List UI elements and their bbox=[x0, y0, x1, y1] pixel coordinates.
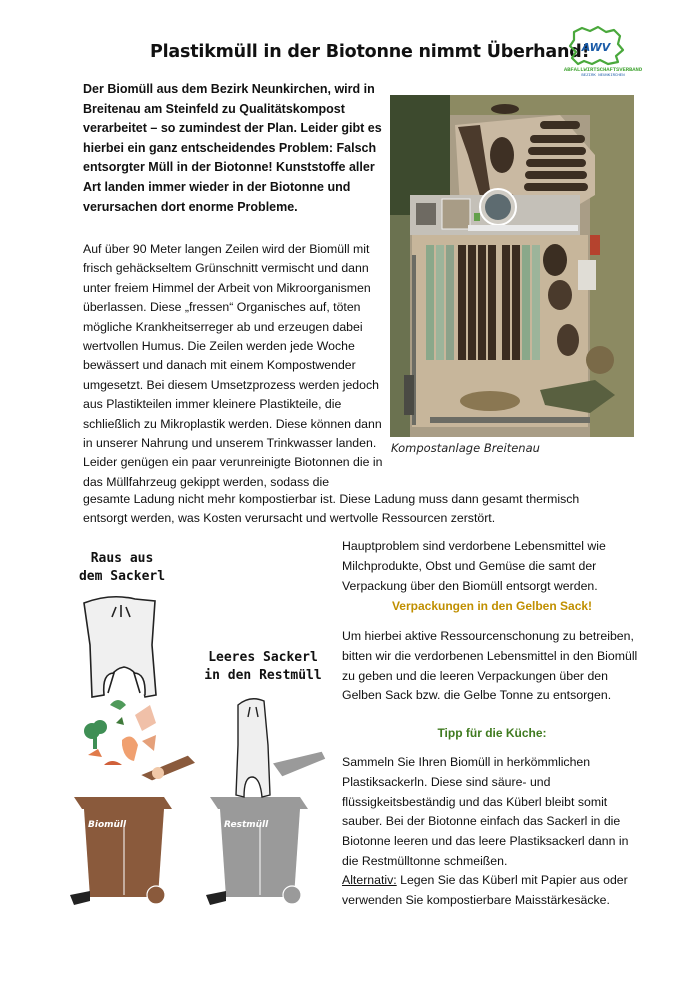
right-paragraph-main-problem: Hauptproblem sind verdorbene Lebensmittel wie Milchprodukte, Obst und Gemüse die samt der Verpackung über den Biomüll entsorgt werden. bbox=[342, 539, 606, 593]
alternativ-label: Alternativ: bbox=[342, 873, 397, 887]
svg-text:AWV: AWV bbox=[581, 41, 611, 54]
page-title: Plastikmüll in der Biotonne nimmt Überhand! bbox=[150, 42, 590, 62]
biomuell-bin-icon bbox=[70, 755, 196, 905]
heading-gelber-sack: Verpackungen in den Gelben Sack! bbox=[391, 599, 593, 613]
right-paragraph-tip: Sammeln Sie Ihren Biomüll in herkömmlichen Plastiksackerln. Diese sind säure- und flüssigkeitsbeständig und das Küberl bleibt somit sauber. Bei der Biotonne einfach das Sackerl in die Biotonne leeren und das leere Plastiksackerl dann in die Restmülltonne schmeißen. bbox=[342, 755, 629, 868]
logo-subtitle: BEZIRK NEUNKIRCHEN bbox=[581, 74, 625, 78]
label-raus-line2: dem Sackerl bbox=[78, 569, 166, 584]
biomuell-label: Biomüll bbox=[88, 820, 127, 830]
label-leeres-line2: in den Restmüll bbox=[204, 668, 322, 683]
aerial-photo-image bbox=[390, 95, 634, 437]
body-paragraph: Auf über 90 Meter langen Zeilen wird der Biomüll mit frisch gehäckseltem Grünschnitt vermischt und dann unter freiem Himmel der Arbeit von Mikroorganismen überlassen. Diese „fressen“ Organisches auf, töten mögliche Krankheitserreger ab und erzeugen dabei wertvollen Humus. Die Zeilen werden jede Woche bewässert und danach mit einem Kompostwender umgesetzt. Bei diesem Umsetzprozess werden jedoch aus Plastikteilen immer kleinere Plastikteile, die schließlich zu Mikroplastik werden. Diese können dann in unserer Nahrung und unserem Trinkwasser landen. Leider genügen ein paar verunreinigte Biotonnen die in das Müllfahrzeug gekippt werden, sodass die bbox=[83, 242, 383, 489]
right-paragraph-resource: Um hierbei aktive Ressourcenschonung zu betreiben, bitten wir die verdorbenen Lebensmittel in den Biomüll zu geben und die leeren Verpackungen über den Gelben Sack bzw. die Gelbe Tonne zu entsorgen. bbox=[342, 629, 638, 703]
empty-bag-icon bbox=[236, 699, 270, 797]
label-leeres-line1: Leeres Sackerl bbox=[208, 650, 318, 665]
awv-logo bbox=[560, 24, 646, 86]
label-raus-line1: Raus aus bbox=[90, 551, 154, 566]
logo-name: ABFALLWIRTSCHAFTSVERBAND bbox=[563, 66, 643, 73]
intro-paragraph: Der Biomüll aus dem Bezirk Neunkirchen, wird in Breitenau am Steinfeld zu Qualitätskompost verarbeitet – so zumindest der Plan. Leider gibt es hierbei ein ganz entscheidendes Problem: Falsch entsorgter Müll in der Biotonne! Kunststoffe aller Art landen immer wieder in der Biotonne und verursachen dort enorme Probleme. bbox=[83, 82, 382, 214]
restmuell-label: Restmüll bbox=[224, 820, 269, 830]
alternativ-text: Legen Sie das Küberl mit Papier aus oder verwenden Sie kompostierbare Maisstärkesäcke. bbox=[342, 873, 628, 907]
heading-kitchen-tip: Tipp für die Küche: bbox=[437, 726, 547, 740]
photo-caption: Kompostanlage Breitenau bbox=[391, 441, 540, 455]
compost-facility-photo bbox=[390, 95, 634, 437]
bins-drawing bbox=[60, 545, 340, 915]
food-scraps-icon bbox=[84, 700, 156, 765]
plastic-bag-icon bbox=[84, 597, 156, 697]
body-paragraph-continued: gesamte Ladung nicht mehr kompostierbar ist. Diese Ladung muss dann gesamt thermisch entsorgt werden, was Kosten verursacht und wertvolle Ressourcen zerstört. bbox=[83, 492, 580, 526]
right-paragraph-alternative bbox=[342, 871, 642, 911]
bins-illustration bbox=[60, 545, 340, 915]
logo-map-icon bbox=[560, 24, 646, 68]
